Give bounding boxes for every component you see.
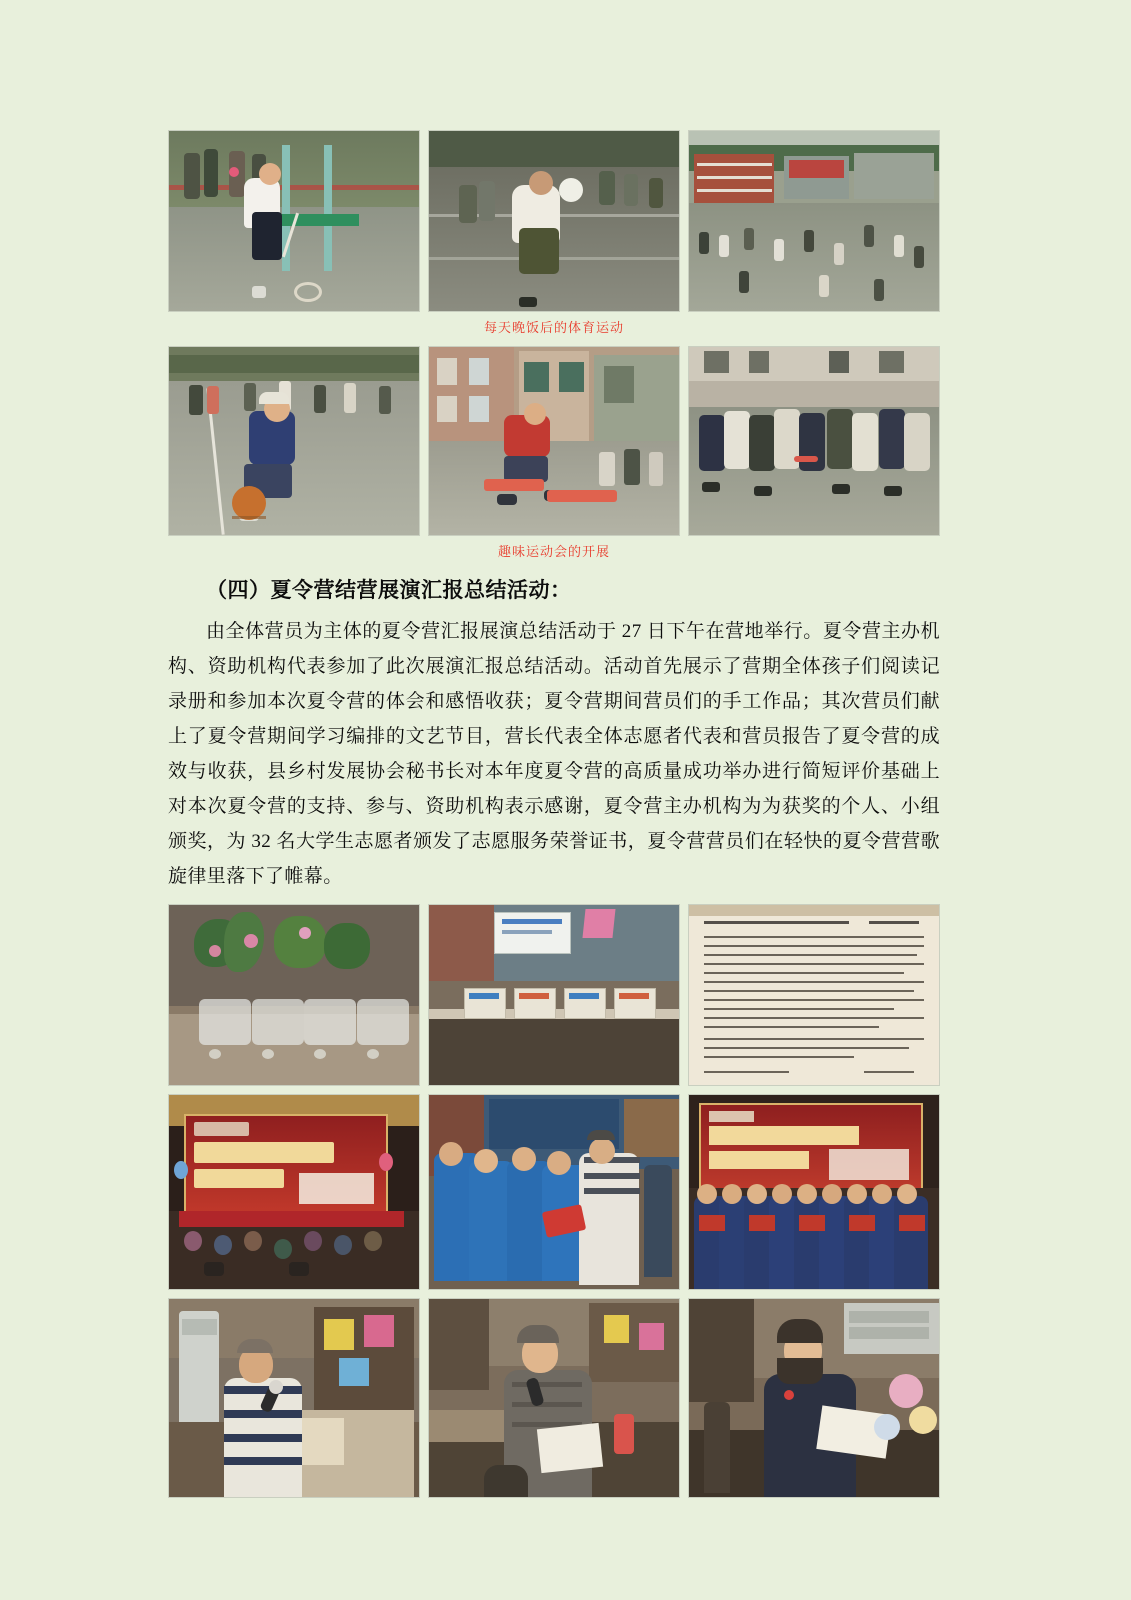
photo-group-award [688,1094,940,1290]
photo-badminton [168,130,420,312]
photo-row-exhibits [168,904,940,1086]
photo-reading-booklets [428,904,680,1086]
photo-stage-backdrop [168,1094,420,1290]
photo-speaker-woman-elder [428,1298,680,1498]
photo-row-ceremony [168,1094,940,1290]
photo-speaker-man [168,1298,420,1498]
photo-handwritten-reflection [688,904,940,1086]
document-content [168,0,940,1498]
photo-row-sports-2 [168,346,940,536]
photo-lineup-games [688,346,940,536]
photo-mat-jump [428,346,680,536]
photo-basketball-dribble [168,346,420,536]
photo-campus-overview [688,130,940,312]
body-paragraph: 由全体营员为主体的夏令营汇报展演总结活动于 27 日下午在营地举行。夏令营主办机构、资助机构代表参加了此次展演汇报总结活动。活动首先展示了营期全体孩子们阅读记录册和参加本次夏令营的体会和感悟收获；夏令营期间营员们的手工作品；其次营员们献上了夏令营期间学习编排的文艺节目，营长代表全体志愿者代表和营员报告了夏令营的成效与收获，县乡村发展协会秘书长对本年度夏令营的高质量成功举办进行简短评价基础上对本次夏令营的支持、参与、资助机构表示感谢，夏令营主办机构为为获奖的个人、小组颁奖，为 32 名大学生志愿者颁发了志愿服务荣誉证书，夏令营营员们在轻快的夏令营营歌旋律里落下了帷幕。 [168,621,940,887]
photo-host-volunteer [688,1298,940,1498]
photo-flower-crafts [168,904,420,1086]
photo-row-sports-1 [168,130,940,312]
photo-volleyball [428,130,680,312]
photo-row-speakers [168,1298,940,1498]
caption-sports: 每天晚饭后的体育运动 [483,320,624,335]
photo-certificate-award [428,1094,680,1290]
page-title: （四）夏令营结营展演汇报总结活动： [206,578,572,602]
caption-games: 趣味运动会的开展 [497,544,610,559]
